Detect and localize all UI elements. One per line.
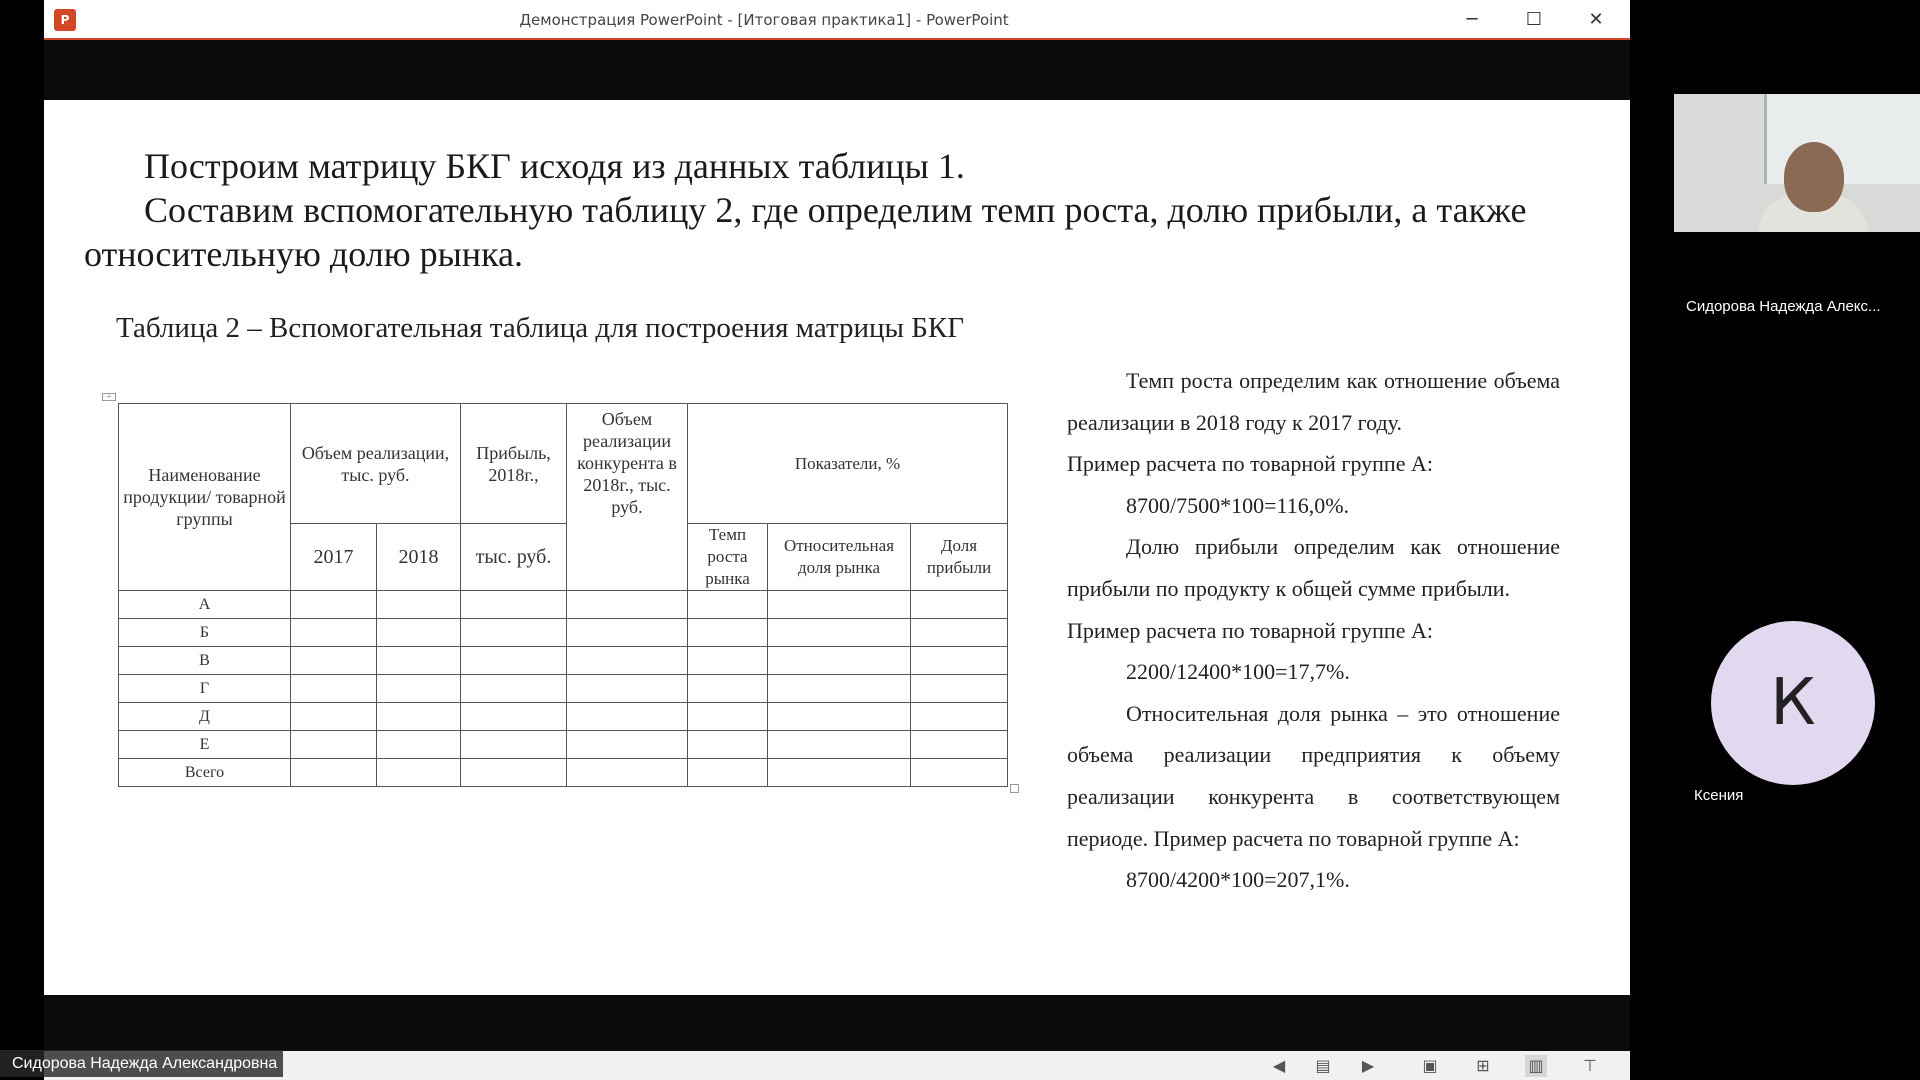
table-row: [119, 647, 1008, 675]
table-row: [119, 619, 1008, 647]
table-cell: [291, 759, 377, 787]
table-cell: [911, 703, 1008, 731]
growth-rate-paragraph: Темп роста определим как отношение объема реализации в 2018 году к 2017 году.: [1067, 368, 1560, 435]
profit-share-calc: 2200/12400*100=17,7%.: [1126, 659, 1350, 685]
slide-intro: [84, 144, 1604, 276]
video-person-head: [1784, 142, 1844, 212]
window-title: Демонстрация PowerPoint - [Итоговая практика1] - PowerPoint: [519, 11, 1009, 29]
table-row: [119, 703, 1008, 731]
normal-view-icon[interactable]: ▣: [1422, 1056, 1438, 1075]
table-cell: [291, 591, 377, 619]
maximize-button[interactable]: ☐: [1525, 9, 1543, 30]
header-product-name: Наименование продукции/ товарной группы: [119, 404, 291, 591]
table-cell: [911, 759, 1008, 787]
relative-share-paragraph: Относительная доля рынка – это отношение объема реализации предприятия к объему реализации конкурента в соответствующем периоде. Пример расчета по товарной группе А:: [1067, 700, 1560, 851]
slide-canvas: [44, 100, 1630, 995]
table-cell: [688, 619, 768, 647]
table-cell: [461, 619, 567, 647]
table-cell: [567, 731, 688, 759]
header-year-2017: 2017: [291, 524, 377, 591]
table-cell: [377, 591, 461, 619]
table-cell: [688, 591, 768, 619]
table-cell: [768, 591, 911, 619]
reading-view-icon[interactable]: ▥: [1525, 1055, 1547, 1077]
next-slide-icon[interactable]: ▶: [1361, 1056, 1375, 1075]
table-cell: [911, 731, 1008, 759]
table-cell: [461, 647, 567, 675]
participant-name: Ксения: [1694, 787, 1744, 804]
table-cell: [291, 675, 377, 703]
table-cell: [461, 591, 567, 619]
table-cell: [768, 703, 911, 731]
table-cell: [911, 619, 1008, 647]
table-cell: [688, 731, 768, 759]
participant-video[interactable]: [1674, 94, 1920, 232]
header-profit-share: Доля прибыли: [911, 524, 1008, 591]
title-bar: [44, 0, 1630, 40]
table-cell: [911, 591, 1008, 619]
growth-rate-calc: 8700/7500*100=116,0%.: [1126, 492, 1350, 518]
header-competitor-volume: Объем реализации конкурента в 2018г., тыс. руб.: [567, 404, 688, 591]
growth-rate-example: Пример расчета по товарной группе А:: [1067, 451, 1433, 477]
table-cell: [688, 759, 768, 787]
row-label: В: [119, 647, 291, 675]
table-cell: [567, 619, 688, 647]
header-profit: Прибыль, 2018г.,: [461, 404, 567, 524]
table-cell: [291, 731, 377, 759]
table-cell: [291, 703, 377, 731]
table-cell: [567, 703, 688, 731]
prev-slide-icon[interactable]: ◀: [1272, 1056, 1286, 1075]
table-cell: [377, 619, 461, 647]
table-cell: [688, 675, 768, 703]
table-row: [119, 591, 1008, 619]
table-resize-handle-icon[interactable]: [1010, 784, 1019, 793]
table-cell: [377, 759, 461, 787]
header-indicators: Показатели, %: [688, 404, 1008, 524]
row-label: Е: [119, 731, 291, 759]
slide-sorter-icon[interactable]: ⊞: [1476, 1056, 1490, 1075]
table-cell: [688, 647, 768, 675]
table-cell: [911, 647, 1008, 675]
close-button[interactable]: ✕: [1588, 9, 1604, 30]
table-cell: [567, 759, 688, 787]
participant-avatar[interactable]: К: [1711, 621, 1875, 785]
table-cell: [567, 675, 688, 703]
table-cell: [291, 619, 377, 647]
header-year-2018: 2018: [377, 524, 461, 591]
table-cell: [567, 591, 688, 619]
table-cell: [768, 759, 911, 787]
header-market-growth: Темп роста рынка: [688, 524, 768, 591]
table-cell: [461, 731, 567, 759]
row-label: Всего: [119, 759, 291, 787]
table-cell: [768, 731, 911, 759]
relative-share-calc: 8700/4200*100=207,1%.: [1126, 867, 1350, 893]
powerpoint-window: [44, 0, 1630, 1080]
table-cell: [911, 675, 1008, 703]
bcg-helper-table: [118, 403, 1008, 787]
row-label: А: [119, 591, 291, 619]
table-cell: [377, 647, 461, 675]
intro-line-1: Построим матрицу БКГ исходя из данных таблицы 1.: [144, 146, 965, 186]
header-sales-volume: Объем реализации, тыс. руб.: [291, 404, 461, 524]
table-cell: [377, 703, 461, 731]
table-row: [119, 731, 1008, 759]
slide-notes-icon[interactable]: ▤: [1315, 1056, 1331, 1075]
minimize-button[interactable]: ─: [1466, 9, 1478, 30]
table-cell: [768, 675, 911, 703]
table-row: [119, 675, 1008, 703]
row-label: Г: [119, 675, 291, 703]
table-cell: [768, 647, 911, 675]
explanation-text: [1067, 360, 1560, 901]
table-cell: [461, 675, 567, 703]
powerpoint-icon: P: [54, 9, 76, 31]
table-cell: [461, 759, 567, 787]
header-profit-unit: тыс. руб.: [461, 524, 567, 591]
row-label: Б: [119, 619, 291, 647]
participant-name: Сидорова Надежда Алекс...: [1686, 298, 1881, 315]
intro-line-2: Составим вспомогательную таблицу 2, где определим темп роста, долю прибыли, а также относительную долю рынка.: [84, 190, 1527, 274]
table-cell: [377, 731, 461, 759]
row-label: Д: [119, 703, 291, 731]
table-cell: [768, 619, 911, 647]
presenter-name-label: Сидорова Надежда Александровна: [0, 1050, 283, 1077]
table-cell: [461, 703, 567, 731]
table-row-total: [119, 759, 1008, 787]
profit-share-example: Пример расчета по товарной группе А:: [1067, 617, 1433, 643]
table-cell: [377, 675, 461, 703]
slideshow-icon[interactable]: ⊤: [1583, 1056, 1597, 1075]
table-move-handle-icon[interactable]: +: [102, 393, 116, 401]
table-caption: Таблица 2 – Вспомогательная таблица для построения матрицы БКГ: [116, 312, 965, 344]
header-relative-share: Относительная доля рынка: [768, 524, 911, 591]
profit-share-paragraph: Долю прибыли определим как отношение прибыли по продукту к общей сумме прибыли.: [1067, 534, 1560, 601]
table-cell: [688, 703, 768, 731]
table-cell: [291, 647, 377, 675]
table-cell: [567, 647, 688, 675]
